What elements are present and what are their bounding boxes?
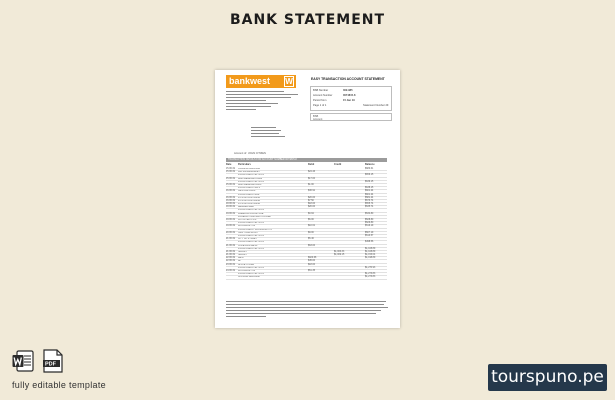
footer-line — [226, 313, 376, 314]
logo-text: bankwest — [229, 76, 271, 86]
cell-debit: $24.46 — [308, 171, 316, 174]
cell-balance: $639.15 — [365, 180, 374, 183]
footer-line — [226, 301, 386, 302]
cell-debit: $920.68 — [308, 257, 317, 260]
cell-date: 19.06.19 — [226, 225, 235, 228]
info-row-bsb: BSB Number 302-985 — [313, 89, 353, 92]
info-row-account: Account Number 0074815-8 — [313, 94, 356, 97]
cell-debit: $1.00 — [308, 183, 314, 186]
table-row — [226, 276, 387, 279]
statement-footer — [226, 301, 390, 317]
word-doc-icon — [12, 350, 34, 372]
cell-particulars: PURCHASE AT EFTPOS — [238, 247, 264, 250]
bankwest-logo — [226, 75, 296, 88]
bank-address-line — [226, 109, 256, 110]
account-name-label: Account of: — [234, 152, 247, 155]
cell-balance: $1,273.83 — [365, 276, 376, 279]
logo-mark: W — [285, 77, 293, 86]
cell-particulars: Bankwest Bank — [238, 206, 254, 209]
cell-particulars: PURCHASE AT EFTPOS — [238, 222, 264, 225]
customer-address-line — [251, 133, 279, 134]
cell-balance: $1,273.83 — [365, 273, 376, 276]
cell-particulars: Debit Mastercard Lotto — [238, 183, 262, 186]
cell-debit: $20.00 — [308, 206, 316, 209]
cell-credit: $1,009.15 — [334, 254, 345, 257]
cell-debit: $9.00 — [308, 231, 314, 234]
account-info-box — [310, 86, 392, 111]
cell-particulars: PURCHASE AT EFTPOS — [238, 174, 264, 177]
cell-particulars: APPLE STORE — [238, 263, 254, 266]
customer-address-line — [251, 127, 276, 128]
cell-date: 19.06.19 — [226, 219, 235, 221]
cell-particulars: Debit Mastercard Coles — [238, 177, 262, 180]
info-row-page: Page 1 of 1 Statement Number 29 — [313, 104, 389, 107]
cell-balance: $638.15 — [365, 187, 374, 190]
cell-balance: $1,108.89 — [365, 247, 376, 250]
cell-date: 18.06.19 — [226, 203, 235, 206]
cell-particulars: PURCHASE AT BAR — [238, 193, 260, 196]
cell-debit: $5.46 — [308, 238, 314, 241]
cell-debit: $0.94 — [308, 212, 314, 215]
cell-balance: $1,108.89 — [365, 250, 376, 253]
cell-particulars: PURCHASE AT BWS — [238, 187, 260, 190]
cell-balance: $516.19 — [365, 225, 374, 228]
cell-balance: $680.61 — [365, 168, 374, 170]
cell-particulars: POSTAL AUSTRALIA — [238, 196, 261, 199]
cell-debit: $20.00 — [308, 196, 316, 199]
cell-date: 16.06.19 — [226, 196, 235, 199]
cell-balance: $498.56 — [365, 241, 374, 244]
footer-line — [226, 304, 384, 305]
cell-particulars: PURCHASE AT EFTPOS — [238, 209, 264, 212]
svg-text:PDF: PDF — [45, 361, 56, 368]
col-credit: Credit — [334, 163, 342, 166]
bsb-box — [310, 113, 392, 121]
cell-balance: $513.57 — [365, 234, 374, 237]
cell-particulars: NSW TRANSPORT — [238, 231, 259, 234]
cell-debit: $36.91 — [308, 190, 316, 193]
cell-debit: $45.00 — [308, 260, 316, 263]
bank-address-line — [226, 91, 284, 92]
cell-debit: $18.00 — [308, 263, 316, 266]
bank-address-line — [226, 103, 278, 104]
cell-particulars: PURCHASE AT EFTPOS — [238, 180, 264, 183]
cell-particulars: BP — [238, 260, 242, 263]
cell-debit: $17.00 — [308, 177, 316, 180]
cell-balance: $535.74 — [365, 206, 374, 209]
cell-date: 22.06.19 — [226, 257, 235, 260]
cell-particulars: POSTAL AUSTRALIA — [238, 199, 261, 202]
cell-date: 16.06.19 — [226, 199, 235, 202]
col-particulars: Particulars — [238, 163, 251, 166]
cell-debit: $63.00 — [308, 244, 316, 247]
col-balance: Balance — [365, 163, 375, 166]
bsb-label: BSB — [313, 115, 319, 118]
cell-balance: $573.74 — [365, 199, 374, 202]
cell-date: 22.06.19 — [226, 260, 235, 263]
pdf-icon — [42, 349, 64, 373]
cell-particulars: RENT — [238, 257, 245, 260]
bsb-account-label: Account — [313, 118, 323, 121]
cell-date: 18.06.19 — [226, 206, 235, 209]
cell-particulars: PURCHASE AT EFTPOS — [238, 266, 264, 269]
cell-particulars: PURCHASE AT EFTPOS — [238, 234, 264, 237]
cell-particulars: FREEDOM FURNITURE — [238, 212, 264, 215]
cell-particulars: CITY OF SYDNEY — [238, 238, 258, 241]
cell-balance: $581.24 — [365, 196, 374, 199]
footer-line — [226, 316, 266, 317]
cell-balance: $601.24 — [365, 190, 374, 193]
customer-address-line — [251, 130, 281, 131]
cell-balance: $555.74 — [365, 203, 374, 206]
cell-date: 24.06.19 — [226, 270, 235, 272]
cell-particulars: CENTRAL PARK — [238, 190, 256, 193]
cell-balance: $528.80 — [365, 219, 374, 221]
cell-debit: $10.61 — [308, 225, 316, 228]
cell-balance: $656.15 — [365, 174, 374, 177]
cell-particulars: SALARY — [238, 250, 248, 253]
col-debit: Debit — [308, 163, 315, 166]
cell-balance: $601.24 — [365, 193, 374, 196]
cell-date: 21.06.19 — [226, 250, 235, 253]
cell-balance: $526.80 — [365, 222, 374, 225]
cell-particulars: PURCHASE AT EFTPOS — [238, 241, 264, 244]
statement-heading: EASY TRANSACTION ACCOUNT STATEMENT — [311, 77, 385, 81]
cell-debit: $6.00 — [308, 219, 314, 221]
page-title: BANK STATEMENT — [229, 12, 386, 28]
cell-particulars: OPENING BALANCE — [238, 168, 260, 170]
cell-balance: $1,198.89 — [365, 257, 376, 260]
cell-date: 16.06.19 — [226, 190, 235, 193]
cell-credit: $1,006.33 — [334, 250, 345, 253]
cell-debit: $18.00 — [308, 203, 316, 206]
cell-particulars: FOREIGN TRANSACTION FEE — [238, 215, 271, 218]
cell-date: 19.06.19 — [226, 212, 235, 215]
cell-date: 15.06.19 — [226, 171, 235, 174]
cell-particulars: PURCHASE AT EFTPOS — [238, 273, 264, 276]
transaction-rows — [226, 168, 387, 280]
cell-debit: $51.35 — [308, 270, 316, 272]
cell-particulars: WOOLWORTHS — [238, 225, 256, 228]
cell-date: 15.06.19 — [226, 177, 235, 180]
cell-debit: $7.50 — [308, 199, 314, 202]
cell-date: 15.06.19 — [226, 168, 235, 170]
customer-address-line — [251, 136, 285, 137]
bank-address-line — [226, 94, 298, 95]
editable-template-note: fully editable template — [12, 380, 106, 390]
bank-address-line — [226, 100, 266, 101]
watermark-label: tourspuno.pe — [488, 364, 607, 391]
transaction-table-title: TRANSACTION DETAILS FOR ACCOUNT NUMBER 0074815-8 — [226, 158, 387, 162]
cell-balance: $534.80 — [365, 212, 374, 215]
info-row-period: Period from 15 Jan 19 — [313, 99, 355, 102]
cell-particulars: CLOSING BALANCE — [238, 276, 260, 279]
cell-date: 15.06.19 — [226, 183, 235, 186]
cell-particulars: JB HI-FI EFTPOS — [238, 219, 257, 221]
bank-address-line — [226, 97, 291, 98]
cell-particulars: PURCHASE AT WOOLWORTHS — [238, 228, 272, 231]
cell-balance: $1,270.93 — [365, 266, 376, 269]
cell-balance: $507.19 — [365, 231, 374, 234]
footer-line — [226, 307, 388, 308]
footer-line — [226, 310, 381, 311]
col-date: Date — [226, 163, 232, 166]
cell-particulars: IGA SUPERMARKET — [238, 171, 260, 174]
bank-statement-document — [215, 70, 400, 328]
cell-date: 23.06.19 — [226, 263, 235, 266]
cell-date: 21.06.19 — [226, 244, 235, 247]
account-name: JOHN CITIZEN — [248, 152, 266, 155]
cell-particulars: SALARY — [238, 254, 248, 257]
cell-particulars: COLES EXPRESS — [238, 244, 258, 247]
cell-date: 20.06.19 — [226, 231, 235, 234]
cell-balance: $1,153.04 — [365, 254, 376, 257]
cell-date: 21.06.19 — [226, 238, 235, 241]
cell-particulars: WOOLWORTHS — [238, 270, 256, 272]
cell-date: 21.06.19 — [226, 254, 235, 257]
bank-address-line — [226, 106, 271, 107]
cell-particulars: POSTAL AUSTRALIA — [238, 203, 261, 206]
